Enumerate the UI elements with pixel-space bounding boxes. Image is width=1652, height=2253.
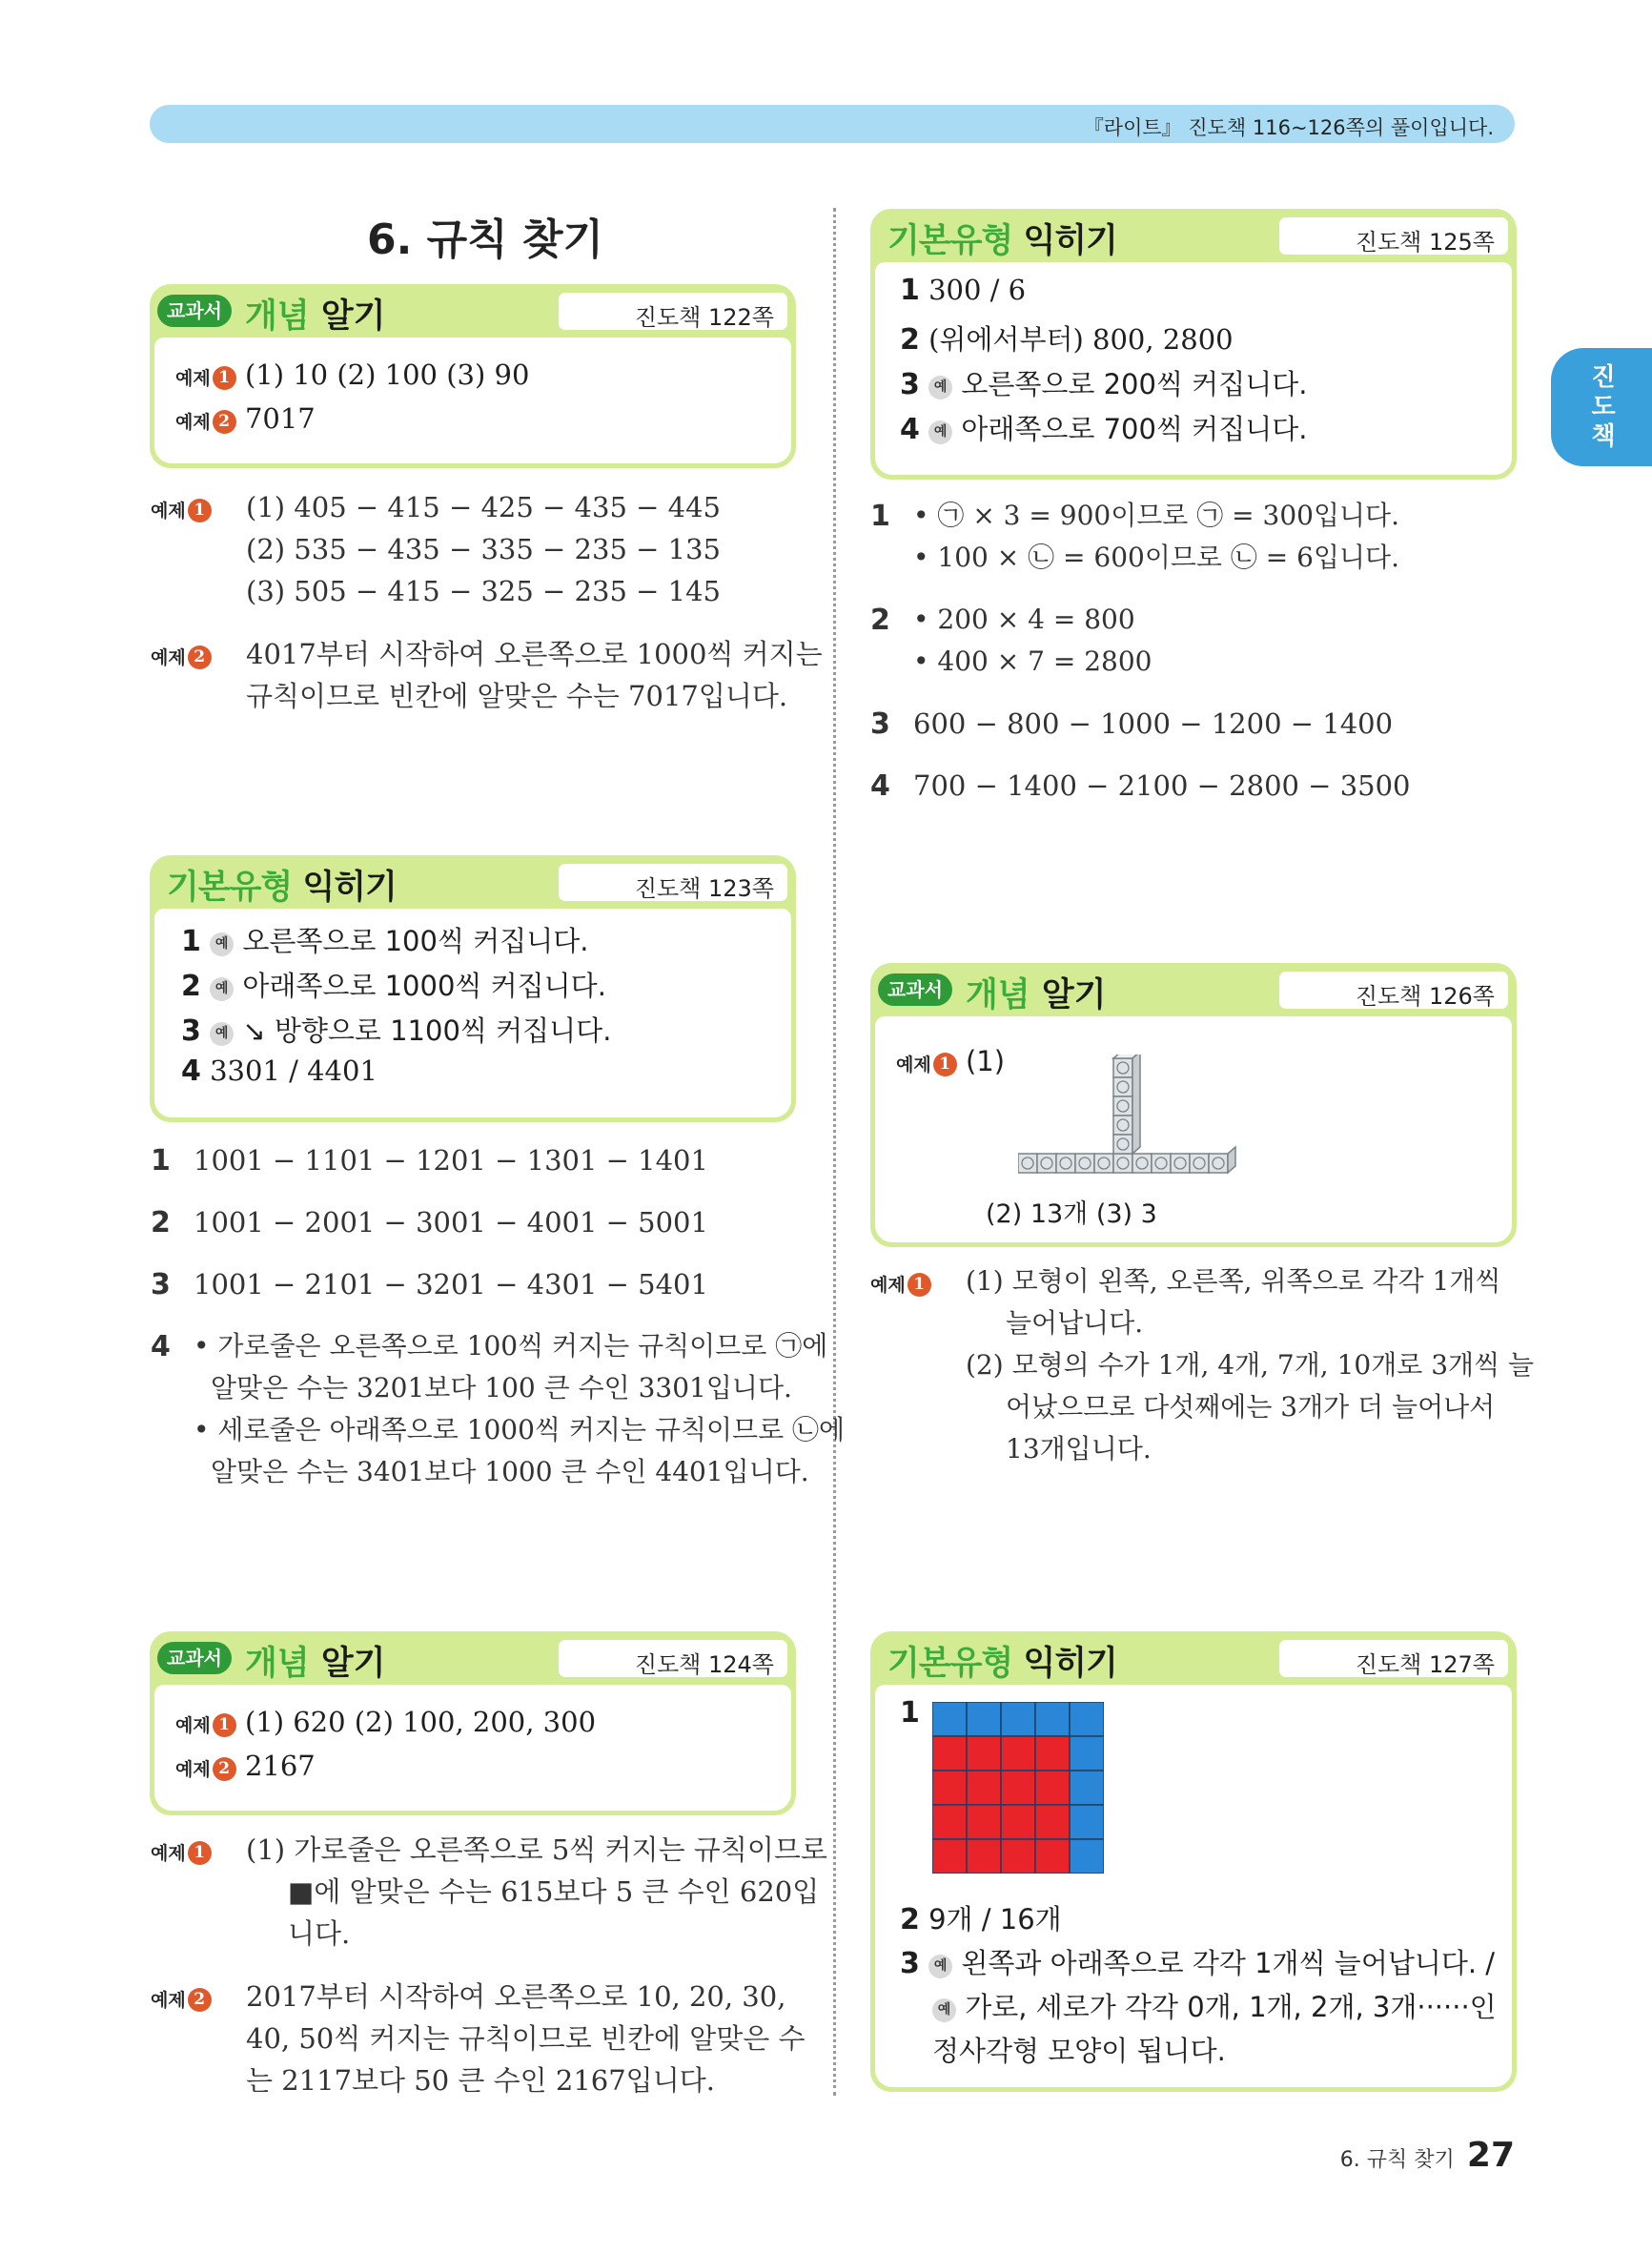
solution-line: (1) 모형이 왼쪽, 오른쪽, 위쪽으로 각각 1개씩 xyxy=(966,1265,1501,1297)
solution-line: 40, 50씩 커지는 규칙이므로 빈칸에 알맞은 수 xyxy=(246,2022,806,2055)
cube-side xyxy=(1132,1055,1140,1154)
example-number: 2 xyxy=(188,1988,212,2012)
header-note: 『라이트』 진도책 116~126쪽의 풀이입니다. xyxy=(1083,116,1494,139)
cube xyxy=(1056,1154,1075,1173)
solution-block-2 xyxy=(151,633,212,679)
concept-box-126 xyxy=(870,963,1517,1247)
example-number: 1 xyxy=(188,499,212,522)
page-ref-text: 진도책 123쪽 xyxy=(634,875,774,902)
example-number: 2 xyxy=(213,410,236,434)
basic-box-125 xyxy=(870,209,1517,480)
cube xyxy=(1113,1077,1132,1096)
box-title xyxy=(245,290,385,338)
basic-box-127 xyxy=(870,1631,1517,2092)
example-number: 1 xyxy=(213,1713,236,1737)
cube xyxy=(1094,1154,1113,1173)
solution-line: 알맞은 수는 3401보다 1000 큰 수인 4401입니다. xyxy=(211,1456,809,1487)
solution-3a-lines xyxy=(246,1829,827,1955)
example-answer-2: (2) 13개 (3) 3 xyxy=(986,1199,1157,1229)
answer-number: 1 xyxy=(181,925,201,958)
solution-row-4 xyxy=(870,765,890,808)
example-answer: 2167 xyxy=(244,1750,316,1782)
box-body xyxy=(875,1016,1512,1242)
textbook-badge: 교과서 xyxy=(157,295,232,327)
page-ref-text: 진도책 127쪽 xyxy=(1355,1651,1495,1678)
answer-number: 4 xyxy=(900,413,920,446)
example-label: 예제 xyxy=(151,647,186,668)
answer-number: 3 xyxy=(900,1947,920,1980)
answer-number: 4 xyxy=(151,1330,171,1363)
solution-row-2-text xyxy=(913,599,1152,683)
square-grid-figure xyxy=(932,1702,1104,1874)
example-number: 1 xyxy=(213,366,236,390)
solution-line: ■에 알맞은 수는 615보다 5 큰 수인 620입 xyxy=(288,1875,820,1908)
solution-line: (1) 가로줄은 오른쪽으로 5씩 커지는 규칙이므로 xyxy=(246,1833,827,1866)
answer-number: 2 xyxy=(900,1903,920,1936)
example-mark: 예 xyxy=(928,1955,952,1978)
answer-number: 2 xyxy=(870,604,890,637)
cube xyxy=(1152,1154,1171,1173)
solution-line: 13개입니다. xyxy=(1006,1433,1152,1464)
title-black: 알기 xyxy=(320,1645,386,1683)
answer-row-2 xyxy=(900,318,1234,358)
solution-block-2 xyxy=(151,1976,212,2021)
solution-3b-lines xyxy=(246,1976,806,2101)
example-answer: (1) xyxy=(965,1045,1006,1077)
solution-row-2-text: 1001 − 2001 − 3001 − 4001 − 5001 xyxy=(194,1206,708,1239)
cube-figure xyxy=(1018,1055,1247,1188)
answer-row-3b xyxy=(932,1986,1497,2025)
box-title xyxy=(966,969,1106,1016)
page-number: 27 xyxy=(1466,2136,1515,2175)
example-mark: 예 xyxy=(932,1998,956,2022)
answer-number: 1 xyxy=(900,1696,920,1730)
cube xyxy=(1075,1154,1094,1173)
title-black: 알기 xyxy=(1041,976,1107,1014)
solution-line: 어났으므로 다섯째에는 3개가 더 늘어나서 xyxy=(1006,1391,1496,1423)
solution-line: 니다. xyxy=(288,1917,351,1950)
column-divider xyxy=(833,208,836,2096)
page-ref xyxy=(1279,1640,1508,1677)
title-green: 기본유형 xyxy=(887,1645,1013,1683)
solution-line: 2017부터 시작하여 오른쪽으로 10, 20, 30, xyxy=(246,1980,786,2013)
answer-text: 아래쪽으로 1000씩 커집니다. xyxy=(242,970,606,1002)
answer-row-1 xyxy=(900,1696,920,1730)
solution-line: 는 2117보다 50 큰 수인 2167입니다. xyxy=(246,2064,715,2097)
chapter-title: 6. 규칙 찾기 xyxy=(367,215,603,264)
cube xyxy=(1037,1154,1056,1173)
box-title xyxy=(245,1637,385,1685)
answer-row-3 xyxy=(900,363,1307,402)
cube-side xyxy=(1228,1147,1235,1173)
answer-number: 2 xyxy=(181,970,201,1003)
title-green: 기본유형 xyxy=(167,869,293,907)
title-green: 개념 xyxy=(966,976,1030,1014)
example-label: 예제 xyxy=(175,412,211,433)
solution-row-3 xyxy=(870,703,890,746)
cube xyxy=(1113,1135,1132,1154)
solution-row-1 xyxy=(151,1139,171,1182)
example-row-2 xyxy=(175,1750,316,1782)
cube xyxy=(1113,1154,1132,1173)
answer-row-3c: 정사각형 모양이 됩니다. xyxy=(932,2035,1226,2067)
side-tab-label: 진도책 xyxy=(1591,363,1616,451)
solution-block-1 xyxy=(151,486,212,532)
example-label: 예제 xyxy=(151,1990,186,2011)
cube xyxy=(1132,1154,1152,1173)
cube xyxy=(1113,1058,1132,1077)
cube xyxy=(1113,1096,1132,1116)
solution-line: 늘어납니다. xyxy=(1006,1307,1144,1339)
answer-number: 1 xyxy=(900,274,920,307)
solution-row-4-text xyxy=(194,1325,845,1493)
textbook-badge: 교과서 xyxy=(878,973,952,1006)
example-label: 예제 xyxy=(896,1055,931,1075)
answer-text: 9개 / 16개 xyxy=(928,1903,1062,1936)
answer-text: 가로, 세로가 각각 0개, 1개, 2개, 3개······인 xyxy=(965,1991,1497,2023)
example-label: 예제 xyxy=(151,501,186,522)
answer-number: 1 xyxy=(151,1144,171,1178)
cube xyxy=(1209,1154,1228,1173)
solution-line: • 400 × 7 = 2800 xyxy=(913,645,1152,677)
solution-block-1 xyxy=(151,1829,212,1874)
solution-line: 알맞은 수는 3201보다 100 큰 수인 3301입니다. xyxy=(211,1372,792,1403)
answer-text: 300 / 6 xyxy=(928,274,1027,306)
example-mark: 예 xyxy=(210,977,234,1001)
page-ref xyxy=(559,1640,787,1677)
title-black: 알기 xyxy=(320,297,386,336)
answer-number: 4 xyxy=(870,769,890,803)
example-answer: (1) 620 (2) 100, 200, 300 xyxy=(244,1706,597,1738)
solution-line: • 가로줄은 오른쪽으로 100씩 커지는 규칙이므로 ㉠에 xyxy=(194,1330,828,1362)
cube xyxy=(1171,1154,1190,1173)
solution-row-1 xyxy=(870,495,890,538)
solution-row-3-text: 1001 − 2101 − 3201 − 4301 − 5401 xyxy=(194,1268,708,1301)
page-ref-text: 진도책 124쪽 xyxy=(634,1651,774,1678)
side-tab[interactable] xyxy=(1551,348,1652,466)
footer-chapter: 6. 규칙 찾기 xyxy=(1339,2148,1455,2172)
page-ref-text: 진도책 125쪽 xyxy=(1355,229,1495,256)
cube xyxy=(1018,1154,1037,1173)
solution-row-2 xyxy=(151,1201,171,1244)
concept-box-122 xyxy=(150,284,796,468)
answer-number: 4 xyxy=(181,1055,201,1088)
title-black: 익히기 xyxy=(1023,1645,1117,1683)
solution-line: • 200 × 4 = 800 xyxy=(913,604,1135,635)
solution-5-lines xyxy=(966,1260,1534,1470)
cube xyxy=(1113,1116,1132,1135)
box-body xyxy=(154,909,791,1117)
example-mark: 예 xyxy=(928,376,952,399)
example-row-2 xyxy=(175,402,316,435)
answer-text: 오른쪽으로 100씩 커집니다. xyxy=(242,925,589,957)
textbook-badge: 교과서 xyxy=(157,1642,232,1674)
example-mark: 예 xyxy=(210,1022,234,1046)
answer-row-4 xyxy=(181,1055,377,1088)
solution-row-4 xyxy=(151,1325,171,1368)
header-banner xyxy=(150,105,1515,143)
title-green: 개념 xyxy=(245,297,310,336)
example-mark: 예 xyxy=(210,932,234,956)
page-ref xyxy=(1279,217,1508,255)
solution-line: 규칙이므로 빈칸에 알맞은 수는 7017입니다. xyxy=(246,680,788,712)
title-green: 기본유형 xyxy=(887,222,1013,260)
answer-text: 오른쪽으로 200씩 커집니다. xyxy=(961,368,1308,400)
page-ref-text: 진도책 126쪽 xyxy=(1355,983,1495,1010)
example-row-1 xyxy=(175,1706,596,1738)
answer-number: 2 xyxy=(900,323,920,357)
answer-text: (위에서부터) 800, 2800 xyxy=(928,323,1234,356)
box-body xyxy=(154,1685,791,1811)
box-body xyxy=(875,262,1512,475)
answer-number: 3 xyxy=(870,707,890,741)
example-mark: 예 xyxy=(928,420,952,444)
example-number: 1 xyxy=(908,1273,931,1297)
solution-row-3-text: 600 − 800 − 1000 − 1200 − 1400 xyxy=(913,707,1394,740)
answer-row-2 xyxy=(181,965,606,1004)
solution-row-4-text: 700 − 1400 − 2100 − 2800 − 3500 xyxy=(913,769,1411,802)
answer-row-2 xyxy=(900,1898,1062,1937)
solution-2-lines xyxy=(246,633,823,717)
example-label: 예제 xyxy=(151,1843,186,1864)
page-ref-text: 진도책 122쪽 xyxy=(634,304,774,331)
solution-line: • 세로줄은 아래쪽으로 1000씩 커지는 규칙이므로 ㉡에 xyxy=(194,1414,846,1445)
answer-row-1 xyxy=(900,274,1026,307)
solution-line: (3) 505 − 415 − 325 − 235 − 145 xyxy=(246,575,721,607)
box-title xyxy=(167,861,397,909)
cube xyxy=(1190,1154,1209,1173)
answer-number: 3 xyxy=(900,368,920,401)
solution-line: • 100 × ㉡ = 600이므로 ㉡ = 6입니다. xyxy=(913,542,1399,573)
solution-row-2 xyxy=(870,599,890,642)
example-number: 2 xyxy=(213,1757,236,1781)
answer-row-3 xyxy=(181,1010,611,1049)
answer-text: 아래쪽으로 700씩 커집니다. xyxy=(961,413,1308,445)
concept-box-124 xyxy=(150,1631,796,1815)
solution-line: 4017부터 시작하여 오른쪽으로 1000씩 커지는 xyxy=(246,638,823,670)
solution-block-1 xyxy=(870,1260,931,1306)
box-title xyxy=(887,1637,1117,1685)
title-black: 익히기 xyxy=(302,869,397,907)
example-number: 1 xyxy=(188,1841,212,1865)
solution-row-1-text: 1001 − 1101 − 1201 − 1301 − 1401 xyxy=(194,1144,708,1177)
page-ref xyxy=(1279,972,1508,1009)
solution-1-lines xyxy=(246,486,721,612)
example-answer: 7017 xyxy=(244,402,316,435)
solution-row-3 xyxy=(151,1263,171,1306)
answer-number: 2 xyxy=(151,1206,171,1239)
example-label: 예제 xyxy=(870,1275,906,1296)
box-body xyxy=(875,1685,1512,2087)
answer-text: 3301 / 4401 xyxy=(210,1055,377,1087)
box-title xyxy=(887,215,1117,262)
title-green: 개념 xyxy=(245,1645,310,1683)
answer-number: 3 xyxy=(181,1014,201,1048)
solution-line: (2) 모형의 수가 1개, 4개, 7개, 10개로 3개씩 늘 xyxy=(966,1349,1535,1381)
answer-number: 3 xyxy=(151,1268,171,1301)
example-label: 예제 xyxy=(175,1715,211,1736)
page-ref xyxy=(559,293,787,330)
answer-row-1 xyxy=(181,920,588,959)
solution-line: • ㉠ × 3 = 900이므로 ㉠ = 300입니다. xyxy=(913,500,1399,531)
answer-number: 1 xyxy=(870,500,890,533)
answer-text: ↘ 방향으로 1100씩 커집니다. xyxy=(242,1014,612,1047)
example-label: 예제 xyxy=(175,1759,211,1780)
solution-line: (2) 535 − 435 − 335 − 235 − 135 xyxy=(246,533,721,565)
page-footer xyxy=(1340,2136,1515,2175)
solution-row-1-text xyxy=(913,495,1399,579)
box-body xyxy=(154,338,791,463)
answer-row-4 xyxy=(900,408,1307,447)
example-number: 1 xyxy=(933,1053,957,1076)
example-answer: (1) 10 (2) 100 (3) 90 xyxy=(244,358,530,391)
example-number: 2 xyxy=(188,645,212,669)
answer-row-3 xyxy=(900,1942,1495,1981)
title-black: 익히기 xyxy=(1023,222,1117,260)
answer-text: 왼쪽과 아래쪽으로 각각 1개씩 늘어납니다. / xyxy=(961,1947,1496,1979)
example-label: 예제 xyxy=(175,368,211,389)
example-row-1 xyxy=(896,1045,1005,1077)
basic-box-123 xyxy=(150,855,796,1122)
solution-line: (1) 405 − 415 − 425 − 435 − 445 xyxy=(246,491,721,523)
example-row-1 xyxy=(175,358,529,391)
page-ref xyxy=(559,864,787,901)
